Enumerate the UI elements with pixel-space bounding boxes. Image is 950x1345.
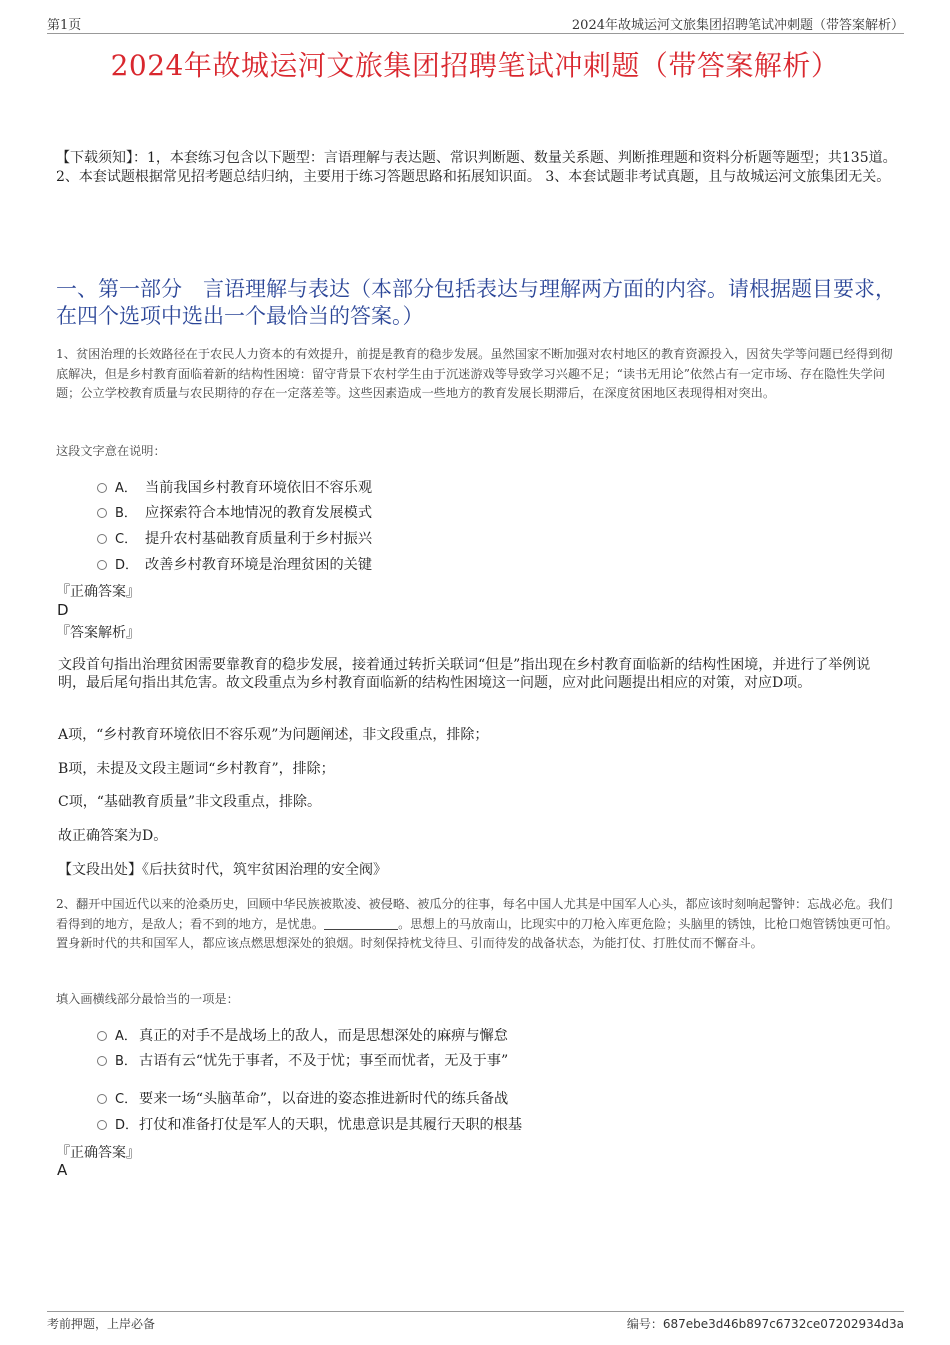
header-divider [47,33,904,34]
q2-stem-after: 。思想上的马放南山，比现实中的刀枪入库更危险；头脑里的锈蚀，比枪口炮管锈蚀更可怕。置身新时代的共和国军人，都应该点燃思想深处的狼烟。时刻保持枕戈待旦、引而待发的战备状态，为能打仗、打胜仗而不懈奋斗。 [56,916,898,951]
footer-code-label: 编号： [626,1317,663,1331]
q2-option-b[interactable] [97,1050,508,1070]
option-letter: D． [115,1118,139,1133]
radio-icon[interactable] [97,1056,107,1066]
download-notice: 【下载须知】：1，本套练习包含以下题型：言语理解与表达题、常识判断题、数量关系题、判断推理题和资料分析题等题型；共135道。 2、本套试题根据常见招考题总结归纳，主要用于练习答题思路和拓展知识面。 3、本套试题非考试真题，且与故城运河文旅集团无关。 [56,150,897,185]
q1-answer: D [57,601,69,619]
option-text: 当前我国乡村教育环境依旧不容乐观 [145,480,373,496]
radio-icon[interactable] [97,1120,107,1130]
option-text: 应探索符合本地情况的教育发展模式 [145,505,373,521]
q1-option-d[interactable] [97,554,372,574]
q1-note-a: A项，“乡村教育环境依旧不容乐观”为问题阐述，非文段重点，排除； [58,727,489,743]
radio-icon[interactable] [97,1094,107,1104]
q2-option-c[interactable] [97,1088,508,1108]
footer-divider [47,1311,904,1312]
question-2-stem [56,895,900,954]
document-title: 2024年故城运河文旅集团招聘笔试冲刺题（带答案解析） [110,49,840,82]
radio-icon[interactable] [97,508,107,518]
option-letter: B． [115,506,137,521]
q2-option-a[interactable] [97,1025,508,1045]
q2-stem-before: 2、翻开中国近代以来的沧桑历史，回顾中华民族被欺凌、被侵略、被瓜分的往事，每名中国人尤其是中国军人心头，都应该时刻响起警钟：忘战必危。我们看得到的地方，是敌人；看不到的地方，是忧患。 [56,897,893,931]
option-text: 提升农村基础教育质量利于乡村振兴 [145,531,373,547]
page-number: 第1页 [47,18,82,33]
option-text: 改善乡村教育环境是治理贫困的关键 [145,557,373,573]
q1-answer-label: 『正确答案』 [56,584,140,600]
radio-icon[interactable] [97,534,107,544]
footer-code-value: 687ebe3d46b897c6732ce07202934d3a [662,1317,904,1331]
running-header-title: 2024年故城运河文旅集团招聘笔试冲刺题（带答案解析） [571,18,904,33]
q2-answer: A [57,1161,68,1179]
option-text: 打仗和准备打仗是军人的天职，忧患意识是其履行天职的根基 [139,1117,523,1133]
q2-option-d[interactable] [97,1114,522,1134]
q2-answer-label: 『正确答案』 [56,1145,140,1161]
q1-note-b: B项，未提及文段主题词“乡村教育”，排除； [58,761,335,777]
footer-slogan: 考前押题，上岸必备 [47,1317,156,1331]
radio-icon[interactable] [97,1031,107,1041]
q1-option-a[interactable] [97,477,372,497]
question-1-stem: 1、贫困治理的长效路径在于农民人力资本的有效提升，前提是教育的稳步发展。虽然国家不断加强对农村地区的教育资源投入，因贫失学等问题已经得到彻底解决，但是乡村教育面临着新的结构性困境：留守背景下农村学生由于沉迷游戏等导致学习兴趣不足；“读书无用论”依然占有一定市场、存在隐性失学问题；公立学校教育质量与农民期待的存在一定落差等。这些因素造成一些地方的教育发展长期滞后，在深度贫困地区表现得相对突出。 [56,347,893,401]
radio-icon[interactable] [97,560,107,570]
question-2-prompt: 填入画横线部分最恰当的一项是： [56,992,239,1006]
option-text: 要来一场“头脑革命”，以奋进的姿态推进新时代的练兵备战 [139,1091,509,1107]
q1-option-b[interactable] [97,502,372,522]
q1-conclusion: 故正确答案为D。 [58,828,168,844]
option-letter: B． [115,1054,137,1069]
fill-in-blank [324,917,398,930]
q1-note-c: C项，“基础教育质量”非文段重点，排除。 [58,794,322,810]
footer-code [627,1315,904,1332]
q1-analysis-label: 『答案解析』 [56,625,140,641]
radio-icon[interactable] [97,483,107,493]
option-letter: C． [115,1092,138,1107]
option-letter: D． [115,558,139,573]
option-letter: C． [115,532,138,547]
option-text: 真正的对手不是战场上的敌人，而是思想深处的麻痹与懈怠 [139,1028,508,1044]
section-heading: 一、第一部分 言语理解与表达（本部分包括表达与理解两方面的内容。请根据题目要求，在四个选项中选出一个最恰当的答案。） [56,277,896,328]
q1-source: 【文段出处】《后扶贫时代，筑牢贫困治理的安全阀》 [58,862,387,878]
option-letter: A． [115,481,137,496]
q1-analysis: 文段首句指出治理贫困需要靠教育的稳步发展，接着通过转折关联词“但是”指出现在乡村教育面临新的结构性困境，并进行了举例说明，最后尾句指出其危害。故文段重点为乡村教育面临新的结构性困境这一问题，应对此问题提出相应的对策，对应D项。 [58,657,871,691]
option-letter: A． [115,1029,137,1044]
option-text: 古语有云“忧先于事者，不及于忧；事至而忧者，无及于事” [139,1053,509,1069]
q1-option-c[interactable] [97,528,372,548]
question-1-prompt: 这段文字意在说明： [56,444,166,458]
